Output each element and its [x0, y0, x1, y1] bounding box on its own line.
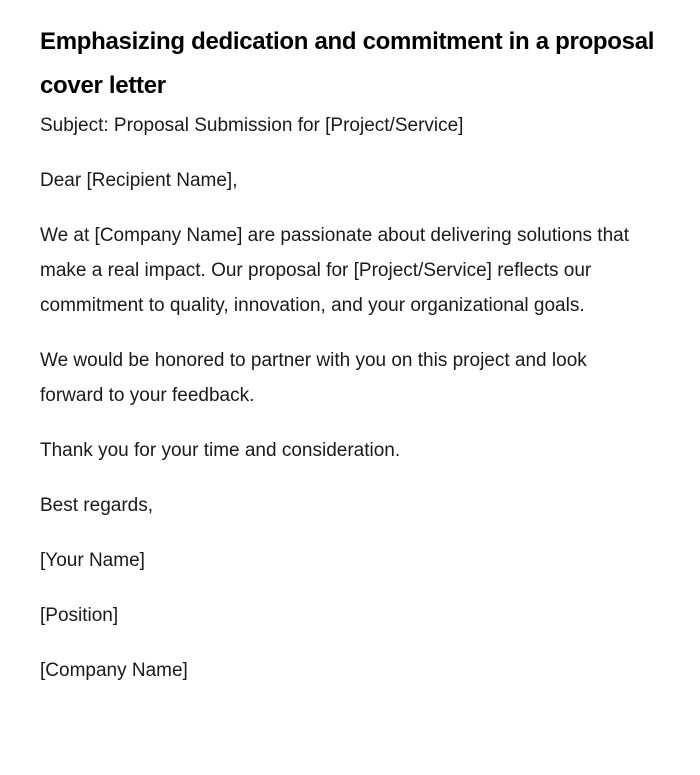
body-paragraph: We would be honored to partner with you on this project and look forward to your feedback. [40, 350, 587, 406]
body-paragraph: Thank you for your time and consideration. [40, 440, 401, 461]
page-title: Emphasizing dedication and commitment in a proposal cover letter [40, 28, 655, 99]
signature-position: [Position] [40, 605, 119, 626]
closing: Best regards, [40, 495, 153, 516]
signature-company: [Company Name] [40, 660, 188, 681]
body-paragraph: We at [Company Name] are passionate about delivering solutions that make a real impact. Our proposal for [Project/Service] reflects our commitment to quality, innovation, and your organizational goals. [40, 225, 629, 316]
signature-name: [Your Name] [40, 550, 145, 571]
salutation: Dear [Recipient Name], [40, 170, 238, 191]
subject-line: Subject: Proposal Submission for [Project/Service] [40, 115, 464, 136]
